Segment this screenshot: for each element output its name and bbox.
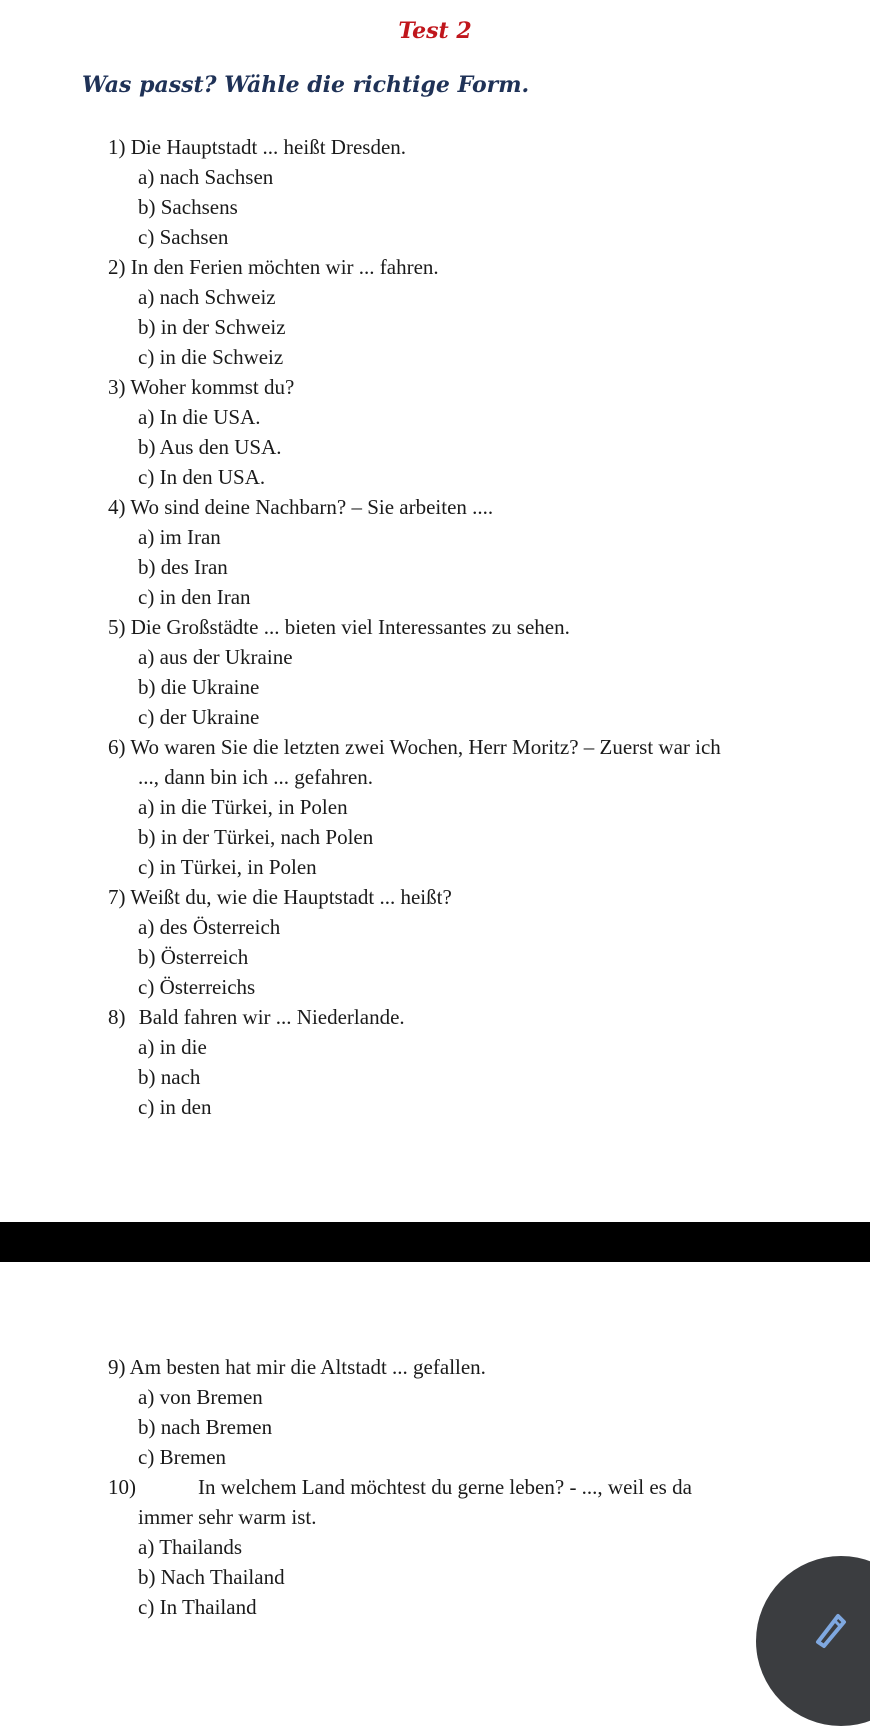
option-10a[interactable]: a) Thailands [138, 1535, 243, 1559]
option-9b[interactable]: b) nach Bremen [138, 1415, 273, 1439]
question-4: 4) Wo sind deine Nachbarn? – Sie arbeiten .... [108, 495, 494, 519]
page-separator [0, 1222, 870, 1262]
option-6a[interactable]: a) in die Türkei, in Polen [138, 795, 348, 819]
question-7: 7) Weißt du, wie die Hauptstadt ... heißt? [108, 885, 452, 909]
question-6-continuation: ..., dann bin ich ... gefahren. [138, 765, 374, 789]
option-5b[interactable]: b) die Ukraine [138, 675, 260, 699]
option-5c[interactable]: c) der Ukraine [138, 705, 260, 729]
instruction: Was passt? Wähle die richtige Form. [82, 72, 530, 98]
option-3a[interactable]: a) In die USA. [138, 405, 261, 429]
option-2b[interactable]: b) in der Schweiz [138, 315, 286, 339]
question-1: 1) Die Hauptstadt ... heißt Dresden. [108, 135, 407, 159]
question-2: 2) In den Ferien möchten wir ... fahren. [108, 255, 439, 279]
question-10: 10) In welchem Land möchtest du gerne leben? - ..., weil es da [108, 1475, 692, 1499]
option-1c[interactable]: c) Sachsen [138, 225, 229, 249]
option-3b[interactable]: b) Aus den USA. [138, 435, 282, 459]
option-8b[interactable]: b) nach [138, 1065, 201, 1089]
option-1b[interactable]: b) Sachsens [138, 195, 238, 219]
option-7b[interactable]: b) Österreich [138, 945, 249, 969]
option-2c[interactable]: c) in die Schweiz [138, 345, 284, 369]
option-6b[interactable]: b) in der Türkei, nach Polen [138, 825, 374, 849]
option-5a[interactable]: a) aus der Ukraine [138, 645, 293, 669]
question-6: 6) Wo waren Sie die letzten zwei Wochen, Herr Moritz? – Zuerst war ich [108, 735, 721, 759]
option-1a[interactable]: a) nach Sachsen [138, 165, 274, 189]
option-3c[interactable]: c) In den USA. [138, 465, 266, 489]
question-8: 8) Bald fahren wir ... Niederlande. [108, 1005, 405, 1029]
option-10c[interactable]: c) In Thailand [138, 1595, 257, 1619]
option-6c[interactable]: c) in Türkei, in Polen [138, 855, 317, 879]
question-9: 9) Am besten hat mir die Altstadt ... gefallen. [108, 1355, 486, 1379]
worksheet-page-2 [0, 1262, 870, 1660]
pencil-icon [810, 1606, 850, 1650]
option-4a[interactable]: a) im Iran [138, 525, 221, 549]
page-title: Test 2 [398, 18, 472, 44]
question-5: 5) Die Großstädte ... bieten viel Interessantes zu sehen. [108, 615, 570, 639]
option-10b[interactable]: b) Nach Thailand [138, 1565, 285, 1589]
question-10-continuation: immer sehr warm ist. [138, 1505, 317, 1529]
option-8a[interactable]: a) in die [138, 1035, 207, 1059]
option-8c[interactable]: c) in den [138, 1095, 212, 1119]
option-4c[interactable]: c) in den Iran [138, 585, 251, 609]
option-7c[interactable]: c) Österreichs [138, 975, 256, 999]
option-9c[interactable]: c) Bremen [138, 1445, 227, 1469]
question-3: 3) Woher kommst du? [108, 375, 295, 399]
option-4b[interactable]: b) des Iran [138, 555, 228, 579]
option-2a[interactable]: a) nach Schweiz [138, 285, 276, 309]
option-7a[interactable]: a) des Österreich [138, 915, 281, 939]
option-9a[interactable]: a) von Bremen [138, 1385, 263, 1409]
